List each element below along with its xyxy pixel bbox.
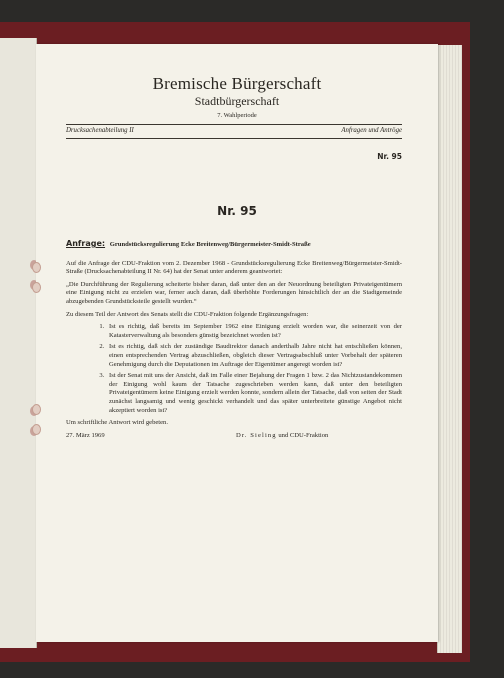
lead-paragraph: Zu diesem Teil der Antwort des Senats stellt die CDU-Fraktion folgende Ergänzungsfragen: xyxy=(66,310,309,318)
anfrage-line xyxy=(66,240,402,250)
question-item: 2. Ist es richtig, daß sich der zuständige Baudirektor danach anderthalb Jahre nicht hat entschließen können, einen entsprechenden Vertrag abzuschließen, obgleich dieser Vertragsabschluß unter Vorbehalt der späteren Genehmigung durch die Deputationen im Auftrage der Eigentümer angeregt worden ist? xyxy=(106,343,402,369)
anfrage-subject: Grundstücksregulierung Ecke Breitenweg/Bürgermeister-Smidt-Straße xyxy=(109,241,311,248)
document-date: 27. März 1969 xyxy=(66,431,105,439)
question-list xyxy=(66,323,402,415)
document-page xyxy=(36,44,438,642)
closing-line: Um schriftliche Antwort wird gebeten. xyxy=(66,419,168,427)
header-rule-top xyxy=(66,124,402,125)
section-right: Anfragen und Antröge xyxy=(341,127,402,134)
document-number-top: Nr. 95 xyxy=(377,152,402,161)
punch-hole xyxy=(32,282,41,293)
document-body xyxy=(66,240,402,442)
signatory-group: und CDU-Fraktion xyxy=(278,431,329,439)
signatory-name: Dr. Sieling xyxy=(236,431,277,439)
anfrage-label: Anfrage: xyxy=(66,239,106,248)
intro-paragraph: Auf die Anfrage der CDU-Fraktion vom 2. Dezember 1968 - Grundstücksregulierung Ecke Breitenweg/Bürgermeister-Smidt-Straße (Drucksachenabteilung II Nr. 64) hat der Senat unter anderem geantwortet: xyxy=(66,259,402,276)
parliament-title: Bremische Bürgerschaft xyxy=(152,74,322,93)
question-item: 1. Ist es richtig, daß bereits im September 1962 eine Einigung erzielt worden war, die seinerzeit von der Katasterverwaltung als besonders günstig bezeichnet worden ist? xyxy=(106,323,402,340)
parliament-subtitle: Stadtbürgerschaft xyxy=(194,94,280,108)
section-left: Drucksachenabteilung II xyxy=(66,127,134,134)
document-number-heading: Nr. 95 xyxy=(217,204,257,218)
punch-hole xyxy=(32,404,41,415)
punch-hole xyxy=(32,424,41,435)
punch-hole xyxy=(32,262,41,273)
page-stack-edge xyxy=(437,45,462,653)
question-item: 3. Ist der Senat mit uns der Ansicht, daß im Falle einer Bejahung der Fragen 1 bzw. 2 das Nichtzustandekommen der Einigung wohl kaum der Tatsache zugeschrieben werden kann, daß unter den beteiligten Privateigentümern keine Einigung erzielt werden konnte, sondern allein der Tatsache, daß von seiten der Stadt zunächst langsamig und wenig geschickt verhandelt und das später unterbreitete günstige Angebot nicht akzeptiert worden ist? xyxy=(106,372,402,415)
header-rule-bottom xyxy=(66,138,402,139)
legislative-period: 7. Wahlperiode xyxy=(217,112,257,119)
senate-quote: „Die Durchführung der Regulierung scheiterte bisher daran, daß unter den an der Neuordnung beteiligten Privateigentümern eine Einigung nicht zu erzielen war, ferner auch daran, daß überhöhte Forderungen hinsichtlich der an die Stadtgemeinde abzugebenden Grundstücksteile gestellt wurden.“ xyxy=(66,280,402,305)
signatory xyxy=(236,432,328,441)
signature-block xyxy=(66,432,402,442)
binding-holes xyxy=(32,0,40,678)
